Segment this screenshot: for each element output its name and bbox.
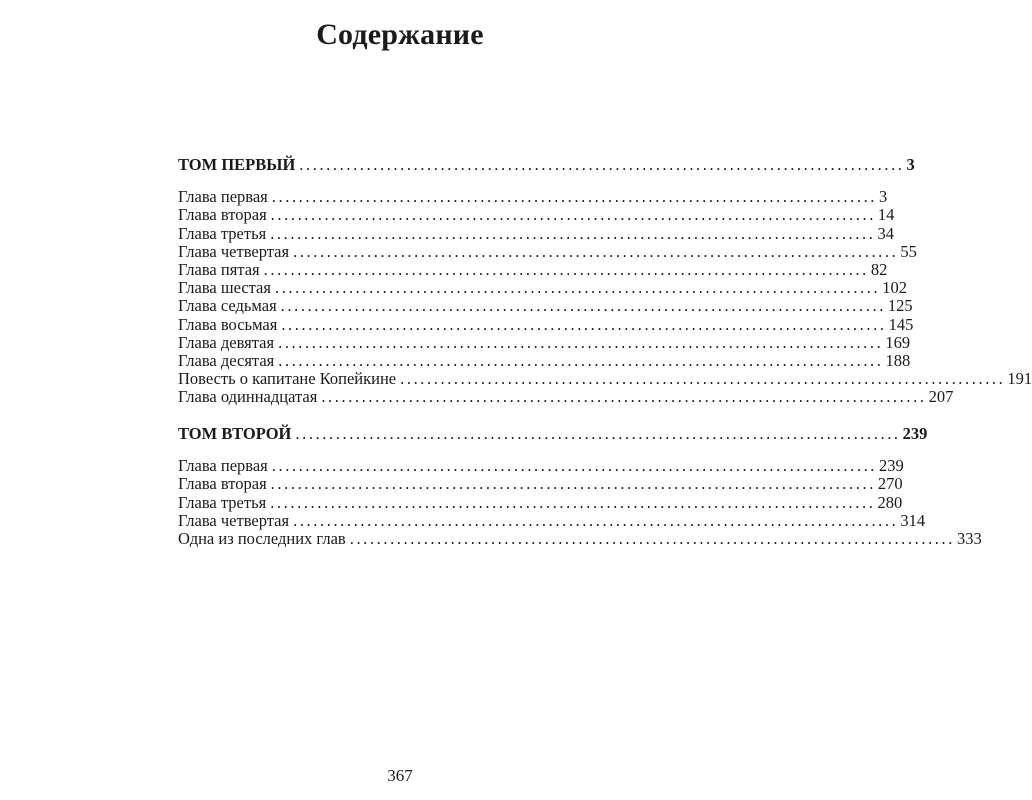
chapter-page: 239	[879, 456, 904, 476]
toc-entry	[178, 474, 903, 494]
chapter-title: Глава одиннадцатая	[178, 387, 318, 407]
dot-leader: ..........................................................................................	[278, 332, 884, 352]
dot-leader: ..........................................................................................	[295, 424, 901, 443]
toc-entry	[178, 529, 982, 549]
toc-entry	[178, 351, 911, 371]
dot-leader: ..........................................................................................	[280, 296, 886, 316]
toc-entry	[178, 260, 888, 280]
chapter-page: 145	[888, 314, 914, 334]
chapter-title: Глава четвертая	[178, 510, 290, 530]
dot-leader: ..........................................................................................	[263, 260, 869, 280]
dot-leader: ..........................................................................................	[293, 241, 899, 261]
toc-entry	[178, 241, 917, 261]
chapter-title: Глава седьмая	[178, 296, 277, 316]
dot-leader: ..........................................................................................	[274, 278, 881, 298]
dot-leader: ..........................................................................................	[281, 314, 887, 334]
dot-leader: ..........................................................................................	[293, 510, 899, 530]
toc-entry	[178, 332, 911, 352]
chapter-title: Глава четвертая	[178, 241, 290, 261]
chapter-page: 102	[882, 278, 907, 298]
toc-entry	[178, 223, 894, 243]
chapter-page: 125	[887, 296, 913, 316]
chapter-page: 207	[928, 387, 954, 407]
dot-leader: ..........................................................................................	[270, 474, 876, 494]
dot-leader: ..........................................................................................	[270, 223, 876, 243]
chapter-page: 169	[885, 332, 911, 352]
dot-leader: ..........................................................................................	[321, 387, 927, 407]
toc-entry	[178, 510, 926, 530]
toc-volume-1	[178, 155, 1032, 407]
chapter-title: Глава девятая	[178, 332, 275, 352]
chapter-page: 333	[956, 529, 982, 549]
toc-entry	[178, 387, 954, 407]
dot-leader: ..........................................................................................	[400, 369, 1006, 389]
toc-entry	[178, 205, 895, 225]
toc-entry	[178, 278, 907, 298]
volume-page: 239	[902, 424, 928, 443]
chapter-title: Глава вторая	[178, 205, 267, 225]
toc-entry	[178, 187, 888, 207]
dot-leader: ..........................................................................................	[349, 529, 955, 549]
volume-title: ТОМ ВТОРОЙ	[178, 424, 292, 443]
chapter-title: Глава первая	[178, 456, 268, 476]
chapter-page: 314	[900, 510, 926, 530]
toc-entry	[178, 456, 904, 476]
chapter-title: Одна из последних глав	[178, 529, 346, 549]
chapter-title: Глава первая	[178, 187, 268, 207]
chapter-page: 280	[877, 492, 903, 512]
page-title: Содержание	[316, 18, 484, 51]
toc-entry	[178, 314, 914, 334]
toc-volume-2	[178, 424, 982, 549]
dot-leader: ..........................................................................................	[278, 351, 884, 371]
volume-title: ТОМ ПЕРВЫЙ	[178, 155, 296, 174]
chapter-title: Глава шестая	[178, 278, 271, 298]
volume-heading	[178, 155, 915, 174]
volume-page: 3	[906, 155, 915, 174]
chapter-page: 191	[1007, 369, 1032, 389]
chapter-page: 34	[877, 223, 894, 243]
toc-entry	[178, 492, 903, 512]
chapter-page: 3	[879, 187, 888, 207]
volume-heading	[178, 424, 928, 443]
dot-leader: ..........................................................................................	[299, 155, 905, 174]
chapter-page: 14	[877, 205, 895, 225]
page-number: 367	[387, 766, 413, 785]
chapter-page: 55	[900, 241, 917, 261]
dot-leader: ..........................................................................................	[270, 205, 876, 225]
toc-entry	[178, 296, 913, 316]
chapter-title: Глава пятая	[178, 260, 260, 280]
dot-leader: ..........................................................................................	[271, 187, 878, 207]
chapter-title: Глава третья	[178, 223, 267, 243]
chapter-title: Повесть о капитане Копейкине	[178, 369, 397, 389]
chapter-title: Глава восьмая	[178, 314, 278, 334]
chapter-page: 270	[877, 474, 903, 494]
chapter-title: Глава десятая	[178, 351, 275, 371]
dot-leader: ..........................................................................................	[271, 456, 878, 476]
chapter-title: Глава третья	[178, 492, 267, 512]
chapter-page: 188	[885, 351, 911, 371]
chapter-page: 82	[870, 260, 888, 280]
dot-leader: ..........................................................................................	[270, 492, 876, 512]
chapter-title: Глава вторая	[178, 474, 267, 494]
toc-entry	[178, 369, 1032, 389]
